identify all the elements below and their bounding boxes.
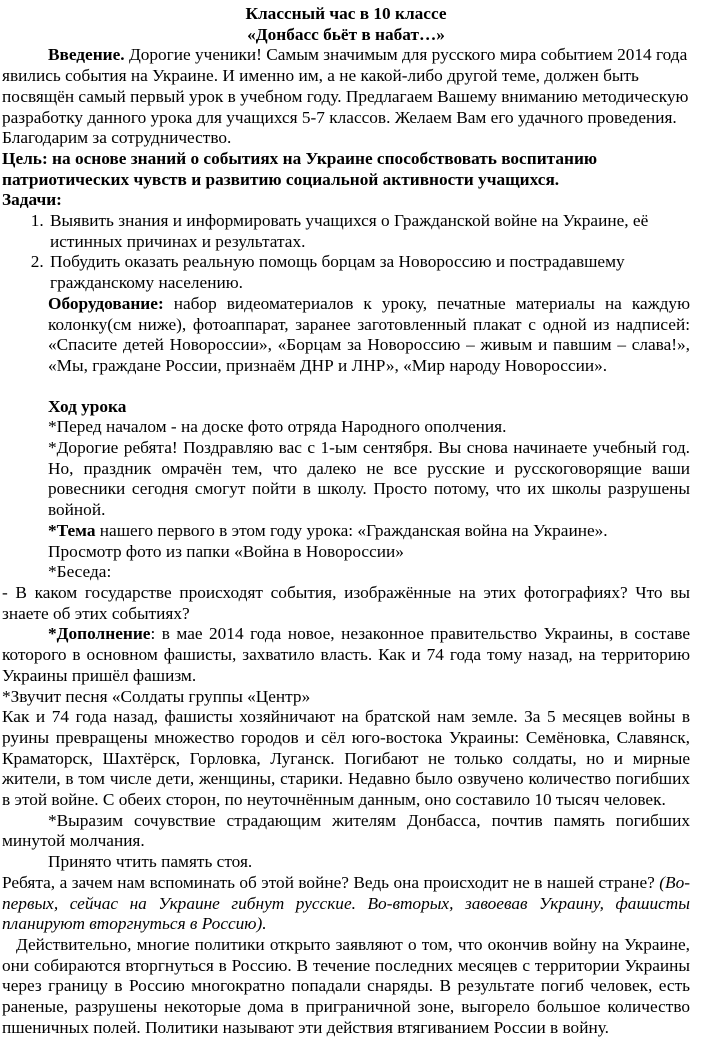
title-line-1: Классный час в 10 классе	[245, 4, 447, 23]
task-item: 2. Побудить оказать реальную помощь борцам за Новороссию и пострадавшему гражданскому населению.	[48, 252, 690, 293]
addition-text: : в мае 2014 года новое, незаконное правительство Украины, в составе которого в основном фашисты, захватило власть. Как и 74 года тому назад, на территорию Украины пришёл фашизм.	[2, 624, 690, 685]
spacer	[2, 377, 690, 397]
intro-label: Введение.	[48, 45, 125, 65]
theme-label: *Тема	[48, 520, 96, 540]
photos-paragraph: Просмотр фото из папки «Война в Новороссии»	[48, 541, 404, 561]
theme-text: нашего первого в этом году урока: «Гражданская война на Украине».	[95, 520, 608, 540]
question-paragraph: - В каком государстве происходят события, изображённые на этих фотографиях? Что вы знаете об этих событиях?	[2, 582, 690, 623]
equipment-paragraph	[2, 294, 690, 377]
song-paragraph: *Звучит песня «Солдаты группы «Центр»	[2, 686, 311, 706]
greeting-paragraph: *Дорогие ребята! Поздравляю вас с 1-ым сентября. Вы снова начинаете учебный год. Но, праздник омрачён тем, что далеко не все русские и русскоговорящие ваши ровесники сегодня смогут пойти в школу. Просто потому, что их школы разрушены войной.	[48, 438, 690, 520]
tasks-label: Задачи:	[2, 190, 62, 210]
intro-paragraph	[2, 45, 690, 149]
course-heading: Ход урока	[48, 396, 127, 416]
tasks-list	[2, 211, 690, 294]
talk-paragraph: *Беседа:	[48, 562, 112, 582]
remember-paragraph	[2, 873, 690, 935]
title-line-2: «Донбасс бьёт в набат…»	[247, 24, 445, 44]
equipment-label: Оборудование:	[48, 293, 164, 313]
remember-text: Ребята, а зачем нам вспоминать об этой войне? Ведь она происходит не в нашей стране?	[2, 872, 660, 892]
before-paragraph: *Перед началом - на доске фото отряда Народного ополчения.	[48, 417, 507, 437]
theme-paragraph	[2, 521, 690, 542]
remember-italic: (Во-первых, сейчас на Украине гибнут русские. Во-вторых, завоевав Украину, фашисты планируют вторгнуться в Россию).	[2, 872, 690, 934]
standing-paragraph: Принято чтить память стоя.	[48, 852, 253, 872]
sympathy-paragraph: *Выразим сочувствие страдающим жителям Донбасса, почтив память погибших минутой молчания.	[2, 810, 690, 851]
addition-paragraph	[2, 624, 690, 686]
fascists-paragraph: Как и 74 года назад, фашисты хозяйничают на братской нам земле. За 5 месяцев войны в руины превращены множество городов и сёл юго-востока Украины: Семёновка, Славянск, Краматорск, Шахтёрск, Горловка, Луганск. Погибают не только солдаты, но и мирные жители, в том числе дети, женщины, старики. Недавно было озвучено количество погибших в этой войне. С обеих сторон, по неуточнённым данным, оно составило 10 тысяч человек.	[2, 707, 690, 810]
goal-paragraph: Цель: на основе знаний о событиях на Украине способствовать воспитанию патриотических чувств и развитию социальной активности учащихся.	[2, 148, 598, 189]
intro-text: Дорогие ученики! Самым значимым для русского мира событием 2014 года явились события на Украине. И именно им, а не какой-либо другой теме, должен быть посвящён самый первый урок в учебном году. Предлагаем Вашему вниманию методическую разработку данного урока для учащихся 5-7 классов. Желаем Вам его удачного проведения. Благодарим за сотрудничество.	[2, 45, 689, 148]
addition-label: *Дополнение	[48, 624, 151, 644]
equipment-text: набор видеоматериалов к уроку, печатные материалы на каждую колонку(см ниже), фотоаппарат, заранее заготовленный плакат с одной из надписей: «Спасите детей Новороссии», «Борцам за Новороссию – живым и павшим – слава!», «Мы, граждане России, признаём ДНР и ЛНР», «Мир народу Новороссии».	[48, 293, 690, 375]
politicians-paragraph: Действительно, многие политики открыто заявляют о том, что окончив войну на Украине, они собираются вторгнуться в Россию. В течение последних месяцев с территории Украины через границу в Россию многократно попадали снаряды. В результате погиб человек, есть раненые, разрушены некоторые дома в приграничной зоне, выгорело большое количество пшеничных полей. Политики называют эти действия втягиванием России в войну.	[2, 934, 690, 1037]
task-item: 1. Выявить знания и информировать учащихся о Гражданской войне на Украине, её истинных причинах и результатах.	[48, 211, 690, 252]
